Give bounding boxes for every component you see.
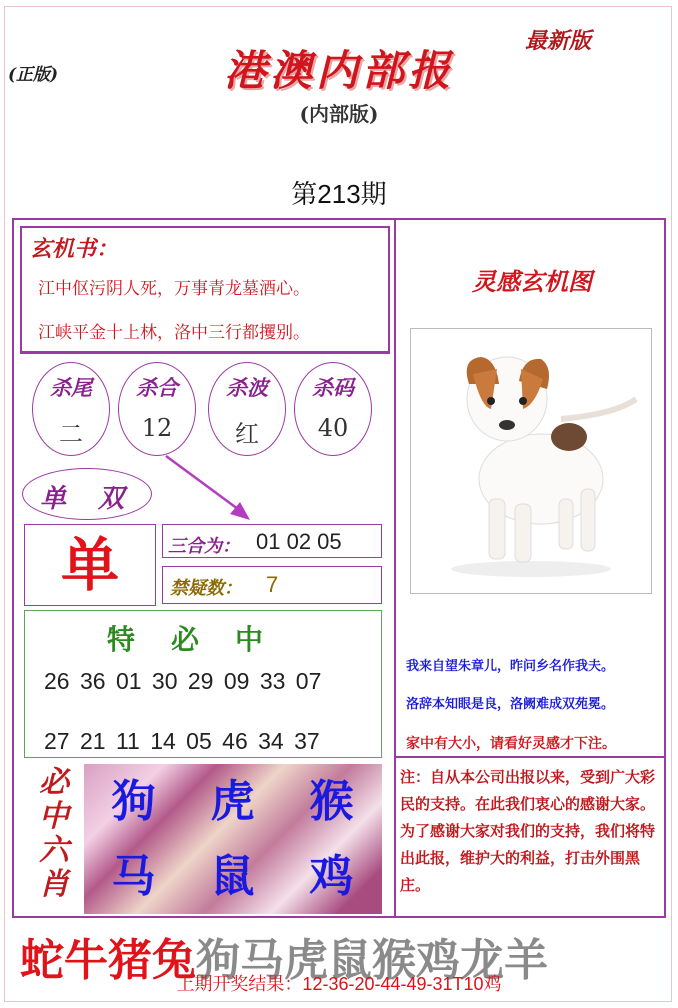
zodiac-grey: 鸡 <box>416 935 460 986</box>
tezhong-row-2: 27 21 11 14 05 46 34 37 <box>44 728 320 754</box>
zodiac-grey: 虎 <box>284 935 328 986</box>
kill-tail-value: 二 <box>59 420 83 448</box>
zodiac-grey: 马 <box>240 935 284 986</box>
issue-number: 第213期 <box>291 179 387 209</box>
dog-picture <box>410 328 652 594</box>
verse-line-1: 我来自望朱章儿，昨问乡名作我夫。 <box>406 659 615 674</box>
kill-sum-label: 杀合 <box>136 375 178 400</box>
zodiac-cell: 马 <box>111 851 156 902</box>
shuang-label: 双 <box>98 484 125 514</box>
inspiration-title: 灵感玄机图 <box>472 267 592 296</box>
dog-icon <box>411 329 651 593</box>
kill-tail-label: 杀尾 <box>50 375 92 400</box>
notice-text: 注：自从本公司出报以来，受到广大彩民的支持。在此我们衷心的感谢大家。为了感谢大家对我们的支持，我们将特出此报，维护大的利益，打击外围黑庄。 <box>400 768 656 894</box>
kill-sum-value: 12 <box>141 414 173 442</box>
kill-code-value: 40 <box>317 414 349 442</box>
zodiac-cell: 猴 <box>309 776 354 827</box>
kill-code-label: 杀码 <box>312 375 354 400</box>
zodiac-red: 猪 <box>108 935 152 986</box>
edition-left-label: (正版) <box>8 65 59 85</box>
zodiac-grey: 羊 <box>504 935 548 986</box>
tezhong-row-1: 26 36 01 30 29 09 33 07 <box>44 668 322 694</box>
weishu-label: 禁疑数： <box>170 578 242 599</box>
column-divider <box>394 220 396 916</box>
parity-result: 单 <box>60 531 119 599</box>
notice-divider <box>396 756 664 758</box>
zodiac-cell: 鸡 <box>309 851 354 902</box>
sanhe-value: 01 02 05 <box>256 529 342 554</box>
kill-wave-value: 红 <box>235 420 259 448</box>
tezhong-label: 特必中 <box>106 623 299 656</box>
six-zodiac-label: 必中六肖 <box>39 765 69 902</box>
zodiac-grey: 龙 <box>460 935 504 986</box>
zodiac-red: 蛇 <box>20 935 64 986</box>
poem-line-2: 江峡平金十上林，洛中三行都攫别。 <box>38 323 310 343</box>
last-result: 上期开奖结果：12-36-20-44-49-31T10鸡 <box>176 974 502 994</box>
weishu-value: 7 <box>266 572 279 597</box>
poem-line-1: 江中伛污阴人死，万事青龙墓酒心。 <box>38 279 310 299</box>
zodiac-cell: 狗 <box>111 776 156 827</box>
zodiac-cell: 虎 <box>210 776 255 827</box>
edition-right-label: 最新版 <box>525 28 592 54</box>
sub-title: (内部版) <box>299 102 379 126</box>
zodiac-cell: 鼠 <box>210 851 255 902</box>
zodiac-red: 兔 <box>152 935 196 986</box>
main-title: 港澳内部报 <box>223 46 454 95</box>
zodiac-grey: 狗 <box>196 935 240 986</box>
sanhe-label: 三合为： <box>168 536 240 557</box>
zodiac-red: 牛 <box>64 935 108 986</box>
kill-wave-label: 杀波 <box>226 375 268 400</box>
zodiac-grey: 鼠 <box>328 935 372 986</box>
zodiac-grey: 猴 <box>372 935 416 986</box>
verse-line-2: 洛辞本知眼是良，洛阙难成双苑冕。 <box>406 697 615 712</box>
arrow-icon <box>160 450 260 530</box>
dan-label: 单 <box>40 484 67 514</box>
verse-line-3: 家中有大小，请看好灵感才下注。 <box>406 736 616 752</box>
poem-heading: 玄机书： <box>30 236 119 262</box>
